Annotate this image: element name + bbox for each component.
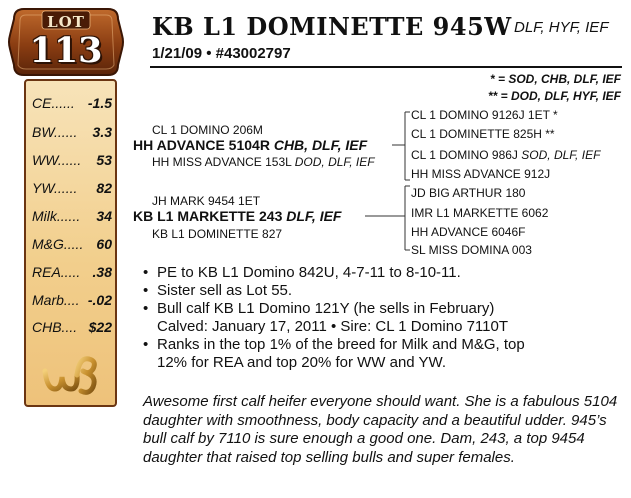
epd-row-marb <box>32 292 112 312</box>
pedigree-name: CL 1 DOMINO 206M <box>152 123 263 137</box>
note-text: PE to KB L1 Domino 842U, 4-7-11 to 8-10-11. <box>157 264 461 281</box>
epd-value: 82 <box>96 180 112 196</box>
pedigree-tags: SOD, DLF, IEF <box>521 148 601 162</box>
epd-value: 3.3 <box>92 124 112 140</box>
note-item <box>143 282 628 300</box>
note-text: Sister sell as Lot 55. <box>157 282 293 299</box>
legend-single-star: * = SOD, CHB, DLF, IEF <box>489 72 621 86</box>
epd-panel <box>24 79 117 407</box>
note-item <box>143 300 628 318</box>
pedigree-dam-sire <box>152 194 260 208</box>
pedigree-sd-dam <box>411 167 550 181</box>
pedigree-name: KB L1 DOMINETTE 827 <box>152 227 283 241</box>
pedigree-name: JD BIG ARTHUR 180 <box>411 186 526 200</box>
pedigree-sire-dam <box>152 155 375 169</box>
header-divider <box>150 66 622 68</box>
note-text: Bull calf KB L1 Domino 121Y (he sells in February) <box>157 300 495 317</box>
pedigree-ds-sire <box>411 186 525 200</box>
epd-label: Marb.... <box>32 292 80 308</box>
pedigree-sire-sire <box>152 123 263 137</box>
epd-value: .38 <box>92 264 112 280</box>
pedigree-dam-dam <box>152 227 282 241</box>
note-item <box>143 264 628 282</box>
epd-label: M&G..... <box>32 236 84 252</box>
bullet-icon: • <box>143 300 149 317</box>
pedigree-name: HH MISS ADVANCE 912J <box>411 167 551 181</box>
epd-value: -.02 <box>87 292 112 308</box>
epd-value: 53 <box>96 152 112 168</box>
pedigree-name: KB L1 MARKETTE 243 <box>133 208 283 224</box>
animal-name: KB L1 DOMINETTE 945W <box>152 12 512 41</box>
epd-label: BW...... <box>32 124 78 140</box>
lot-badge <box>6 5 126 79</box>
epd-value: 34 <box>96 208 112 224</box>
pedigree-name: CL 1 DOMINETTE 825H ** <box>411 127 555 141</box>
bullet-icon: • <box>143 264 149 281</box>
birthdate-registration: 1/21/09 • #43002797 <box>152 45 291 62</box>
pedigree-tags: CHB, DLF, IEF <box>273 137 368 153</box>
epd-label: Milk...... <box>32 208 81 224</box>
pedigree-name: JH MARK 9454 1ET <box>152 194 261 208</box>
bullet-icon: • <box>143 282 149 299</box>
pedigree-name: HH ADVANCE 5104R <box>133 137 270 153</box>
pedigree-ss-sire <box>411 108 558 122</box>
epd-row-ce <box>32 95 112 115</box>
lot-label: LOT <box>47 13 85 31</box>
pedigree-dd-dam <box>411 243 532 257</box>
epd-row-mg <box>32 236 112 256</box>
note-continuation: Calved: January 17, 2011 • Sire: CL 1 Domino 7110T <box>157 318 508 335</box>
epd-value: -1.5 <box>87 95 112 111</box>
lot-number: 113 <box>29 30 103 71</box>
epd-label: REA..... <box>32 264 81 280</box>
epd-row-ww <box>32 152 112 172</box>
bullet-icon: • <box>143 336 149 353</box>
pedigree-sire <box>133 137 367 153</box>
legend-double-star: ** = DOD, DLF, HYF, IEF <box>487 89 621 103</box>
pedigree-ss-dam <box>411 127 555 141</box>
pedigree-name: CL 1 DOMINO 986J <box>411 148 518 162</box>
epd-row-chb <box>32 319 112 339</box>
pedigree-tags: DOD, DLF, IEF <box>294 155 375 169</box>
epd-row-milk <box>32 208 112 228</box>
pedigree-name: IMR L1 MARKETTE 6062 <box>411 206 549 220</box>
epd-label: WW...... <box>32 152 82 168</box>
epd-row-rea <box>32 264 112 284</box>
epd-label: CE...... <box>32 95 75 111</box>
pedigree-ds-dam <box>411 206 548 220</box>
epd-value: $22 <box>88 319 112 335</box>
pedigree-name: SL MISS DOMINA 003 <box>411 243 532 257</box>
epd-label: YW...... <box>32 180 78 196</box>
pedigree-name: HH MISS ADVANCE 153L <box>152 155 292 169</box>
epd-row-bw <box>32 124 112 144</box>
pedigree-name: CL 1 DOMINO 9126J 1ET * <box>411 108 558 122</box>
note-continuation: 12% for REA and top 20% for WW and YW. <box>157 354 447 371</box>
pedigree-sd-sire <box>411 148 600 162</box>
pedigree-name: HH ADVANCE 6046F <box>411 225 526 239</box>
pedigree-tags: DLF, IEF <box>286 208 342 224</box>
pedigree-dam <box>133 208 341 224</box>
note-item <box>143 336 628 354</box>
ranch-brand-icon <box>41 349 101 399</box>
lot-notes <box>143 264 628 372</box>
lot-description: Awesome first calf heifer everyone should want. She is a fabulous 5104 daughter with smoothness, body capacity and a beautiful udder. 945’s bull calf by 7110 is sure enough a good one. Dam, 243, a top 9454 daughter that raised top selling bulls and super females. <box>143 393 618 466</box>
epd-label: CHB.... <box>32 319 78 335</box>
note-text: Ranks in the top 1% of the breed for Milk and M&G, top <box>157 336 525 353</box>
epd-row-yw <box>32 180 112 200</box>
animal-tags: DLF, HYF, IEF <box>514 19 609 36</box>
pedigree-dd-sire <box>411 225 526 239</box>
epd-value: 60 <box>96 236 112 252</box>
